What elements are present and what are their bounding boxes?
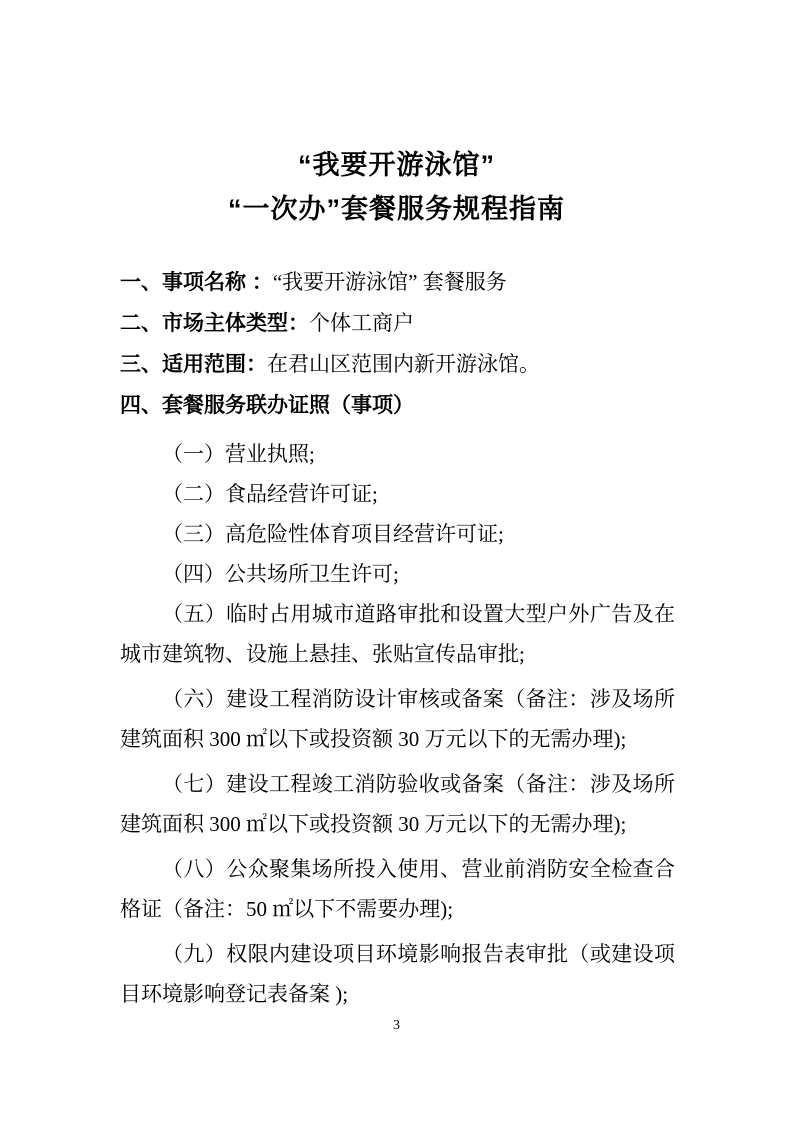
section-scope-label: 三、适用范围： xyxy=(120,353,267,376)
list-item-4: （四）公共场所卫生许可; xyxy=(162,562,399,586)
section-market-entity-type-label: 二、市场主体类型： xyxy=(120,312,309,335)
page-number: 3 xyxy=(393,1018,400,1033)
section-scope xyxy=(120,344,675,385)
section-item-name xyxy=(120,262,675,303)
title-line-1: “我要开游泳馆” xyxy=(298,150,495,180)
list-item-7: （七）建设工程竣工消防验收或备案（备注：涉及场所建筑面积 300 ㎡以下或投资额 30 万元以下的无需办理); xyxy=(120,772,675,836)
section-package-licenses xyxy=(120,385,675,426)
list-item-9: （九）权限内建设项目环境影响报告表审批（或建设项目环境影响登记表备案 ); xyxy=(120,942,675,1006)
section-market-entity-type-content: 个体工商户 xyxy=(309,311,414,335)
section-market-entity-type xyxy=(120,303,675,344)
list-item-6: （六）建设工程消防设计审核或备案（备注：涉及场所建筑面积 300 ㎡以下或投资额 30 万元以下的无需办理); xyxy=(120,687,675,751)
document-title xyxy=(0,0,793,231)
section-item-name-content: “我要开游泳馆” 套餐服务 xyxy=(272,270,507,294)
list-item-8: （八）公众聚集场所投入使用、营业前消防安全检查合格证（备注：50 ㎡以下不需要办理); xyxy=(120,857,675,921)
list-item-5: （五）临时占用城市道路审批和设置大型户外广告及在城市建筑物、设施上悬挂、张贴宣传品审批; xyxy=(120,602,675,666)
list-item-3: （三）高危险性体育项目经营许可证; xyxy=(162,522,504,546)
section-package-licenses-label: 四、套餐服务联办证照（事项） xyxy=(120,394,414,417)
list-item-2: （二）食品经营许可证; xyxy=(162,482,378,506)
list-item-1: （一）营业执照; xyxy=(162,442,315,466)
section-scope-content: 在君山区范围内新开游泳馆。 xyxy=(267,352,540,376)
section-item-name-label: 一、事项名称 ： xyxy=(120,271,273,294)
title-line-2: “一次办”套餐服务规程指南 xyxy=(228,194,565,224)
document-body xyxy=(120,262,675,1014)
